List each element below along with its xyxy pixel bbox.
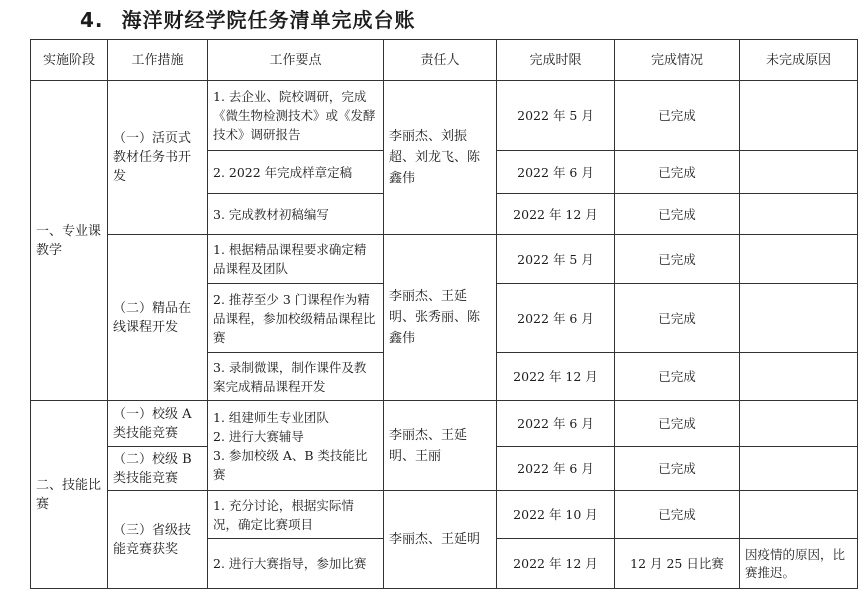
person-cell-provincial: 李丽杰、王延明	[384, 491, 497, 589]
status-cell: 已完成	[615, 151, 740, 194]
status-cell: 已完成	[615, 194, 740, 235]
point-line: 2. 进行大赛辅导	[213, 428, 304, 444]
status-cell: 已完成	[615, 401, 740, 447]
header-stage: 实施阶段	[31, 40, 108, 81]
section-number: 4.	[80, 8, 104, 32]
table-row	[31, 401, 858, 447]
header-row	[31, 40, 858, 81]
table-row	[31, 235, 858, 284]
point-cell: 3. 录制微课，制作课件及教案完成精品课程开发	[208, 353, 384, 401]
point-line: 3. 参加校级 A、B 类技能比赛	[213, 447, 368, 482]
header-point: 工作要点	[208, 40, 384, 81]
deadline-cell: 2022 年 6 月	[497, 151, 615, 194]
deadline-cell: 2022 年 6 月	[497, 447, 615, 491]
point-cell: 1. 根据精品课程要求确定精品课程及团队	[208, 235, 384, 284]
table-row	[31, 491, 858, 539]
point-line: 1. 组建师生专业团队	[213, 409, 329, 425]
point-cell: 3. 完成教材初稿编写	[208, 194, 384, 235]
reason-cell: 因疫情的原因，比赛推迟。	[740, 539, 858, 589]
deadline-cell: 2022 年 12 月	[497, 539, 615, 589]
header-reason: 未完成原因	[740, 40, 858, 81]
reason-cell	[740, 151, 858, 194]
status-cell: 已完成	[615, 491, 740, 539]
task-ledger-table	[30, 39, 858, 589]
header-person: 责任人	[384, 40, 497, 81]
point-cell: 2. 进行大赛指导，参加比赛	[208, 539, 384, 589]
person-cell-textbook: 李丽杰、刘振超、刘龙飞、陈鑫伟	[384, 81, 497, 235]
reason-cell	[740, 194, 858, 235]
point-cell: 2. 2022 年完成样章定稿	[208, 151, 384, 194]
stage-cell-competition: 二、技能比赛	[31, 401, 108, 589]
section-title: 海洋财经学院任务清单完成台账	[121, 8, 416, 32]
page-title	[80, 6, 416, 34]
header-deadline: 完成时限	[497, 40, 615, 81]
person-cell-quality-course: 李丽杰、王延明、张秀丽、陈鑫伟	[384, 235, 497, 401]
point-cell: 1. 去企业、院校调研，完成《微生物检测技术》或《发酵技术》调研报告	[208, 81, 384, 151]
measure-cell-quality-course: （二）精品在线课程开发	[108, 235, 208, 401]
measure-cell-school-a: （一）校级 A 类技能竞赛	[108, 401, 208, 447]
header-measure: 工作措施	[108, 40, 208, 81]
status-cell: 已完成	[615, 235, 740, 284]
reason-cell	[740, 353, 858, 401]
reason-cell	[740, 447, 858, 491]
reason-cell	[740, 81, 858, 151]
measure-cell-school-b: （二）校级 B 类技能竞赛	[108, 447, 208, 491]
deadline-cell: 2022 年 10 月	[497, 491, 615, 539]
reason-cell	[740, 235, 858, 284]
person-cell-school: 李丽杰、王延明、王丽	[384, 401, 497, 491]
deadline-cell: 2022 年 5 月	[497, 235, 615, 284]
status-cell: 已完成	[615, 284, 740, 353]
reason-cell	[740, 284, 858, 353]
measure-cell-textbook: （一）活页式教材任务书开发	[108, 81, 208, 235]
status-cell: 已完成	[615, 81, 740, 151]
header-status: 完成情况	[615, 40, 740, 81]
point-cell: 1. 充分讨论，根据实际情况，确定比赛项目	[208, 491, 384, 539]
stage-cell-course: 一、专业课教学	[31, 81, 108, 401]
deadline-cell: 2022 年 5 月	[497, 81, 615, 151]
deadline-cell: 2022 年 12 月	[497, 353, 615, 401]
measure-cell-provincial: （三）省级技能竞赛获奖	[108, 491, 208, 589]
deadline-cell: 2022 年 12 月	[497, 194, 615, 235]
reason-cell	[740, 401, 858, 447]
table-row	[31, 81, 858, 151]
status-cell: 12 月 25 日比赛	[615, 539, 740, 589]
status-cell: 已完成	[615, 447, 740, 491]
point-cell: 2. 推荐至少 3 门课程作为精品课程，参加校级精品课程比赛	[208, 284, 384, 353]
point-cell-school	[208, 401, 384, 491]
deadline-cell: 2022 年 6 月	[497, 284, 615, 353]
deadline-cell: 2022 年 6 月	[497, 401, 615, 447]
status-cell: 已完成	[615, 353, 740, 401]
reason-cell	[740, 491, 858, 539]
